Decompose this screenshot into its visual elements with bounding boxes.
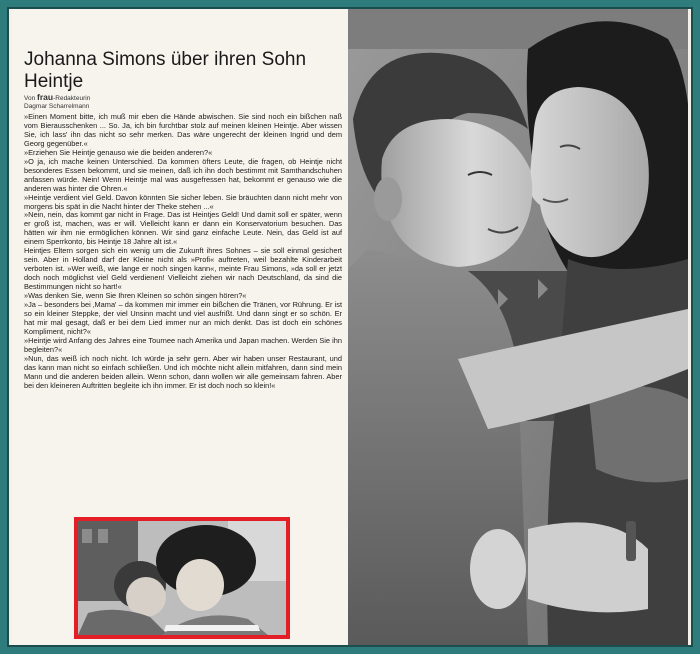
article-paragraph: »Nun, das weiß ich noch nicht. Ich würde ja sehr gern. Aber wir haben unser Restaurant, und das kann man nicht so einfach schließen. Und ich möchte nicht allein mitfahren, dann sind mein Mann und die anderen beiden allein. Wenn schon, dann wollen wir alle gemeinsam fahren. Aber bei den kleineren Auftritten begleite ich ihn immer. Er ist doch noch so klein!« (24, 353, 342, 390)
article-paragraph: »Ja – besonders bei ‚Mama' – da kommen mir immer ein bißchen die Tränen, vor Rührung. Er ist so ein kleiner Steppke, der viel Unsinn macht und viel ausfrißt. Und dann singt er so schön. Er hat mir mal gesagt, daß er bei dem Lied immer nur an mich denkt. Das ist doch ein schönes Kompliment, nicht?« (24, 300, 342, 336)
byline (24, 93, 324, 111)
main-photo (348, 9, 688, 645)
magazine-page (12, 9, 688, 645)
article-paragraph: »Was denken Sie, wenn Sie Ihren Kleinen so schön singen hören?« (24, 291, 247, 301)
article-paragraph: »Erziehen Sie Heintje genauso wie die beiden anderen?« (24, 147, 213, 157)
byline-brand: frau (37, 92, 54, 102)
byline-author: Dagmar Scharrelmann (24, 103, 90, 110)
inset-photo (74, 517, 290, 639)
article-body (24, 113, 342, 391)
article-paragraph: »Heintje wird Anfang des Jahres eine Tournee nach Amerika und Japan machen. Werden Sie ihn begleiten?« (24, 335, 342, 354)
article-paragraph: »Einen Moment bitte, ich muß mir eben die Hände abwischen. Sie sind noch ein bißchen naß vom Bierausschenken ... So. Ja, ich bin furchtbar stolz auf meinen kleinen Heintje. Aber wissen Sie, ich lass' ihn das nicht so sehr merken. Das wäre ungerecht der kleinen Ingrid und dem Georg gegenüber.« (24, 112, 342, 148)
byline-prefix: Von (24, 95, 36, 102)
text-column (12, 9, 348, 645)
main-photo-illustration (348, 9, 688, 645)
article-paragraph: »Nein, nein, das kommt gar nicht in Frage. Das ist Heintjes Geld! Und damit soll er später, wenn er groß ist, machen, was er will. Vielleicht kann er dann ein Konservatorium besuchen. Das hätten wir ihm nie ermöglichen können. Wir sind ganz einfache Leute. Nein, das Geld ist auf einem Sperrkonto, bis Heintje 18 Jahre alt ist.« (24, 210, 342, 247)
article-paragraph: »Heintje verdient viel Geld. Davon könnten Sie sicher leben. Sie bräuchten dann nicht mehr von morgens bis spät in die Nacht hinter der Theke stehen ...« (24, 192, 342, 211)
byline-role: -Redakteurin (53, 95, 91, 102)
inset-photo-illustration (78, 521, 286, 635)
article-paragraph: Heintjes Eltern sorgen sich ein wenig um die Zukunft ihres Sohnes – sie soll einmal gesichert sein. Aber in Holland darf der Kleine nicht als »Profi« auftreten, weil bezahlte Kinderarbeit verboten ist. »Wer weiß, wie lange er noch singen kann«, meinte Frau Simons, »da soll er jetzt doch noch möglichst viel Geld verdienen! Vielleicht ziehen wir nach Deutschland, da sind die Bestimmungen nicht so hart!« (24, 246, 342, 292)
article-paragraph: »O ja, ich mache keinen Unterschied. Da kommen öfters Leute, die fragen, ob Heintje nicht besonderes Essen bekommt, und sie meinen, daß ich ihn doch bestimmt mit Samthandschuhen anfassen würde. Nein! Wenn Heintje mal was ausgefressen hat, bekommt er genauso wie die anderen was hinter die Ohren.« (24, 156, 342, 193)
article-title: Johanna Simons über ihren Sohn Heintje (24, 49, 307, 92)
